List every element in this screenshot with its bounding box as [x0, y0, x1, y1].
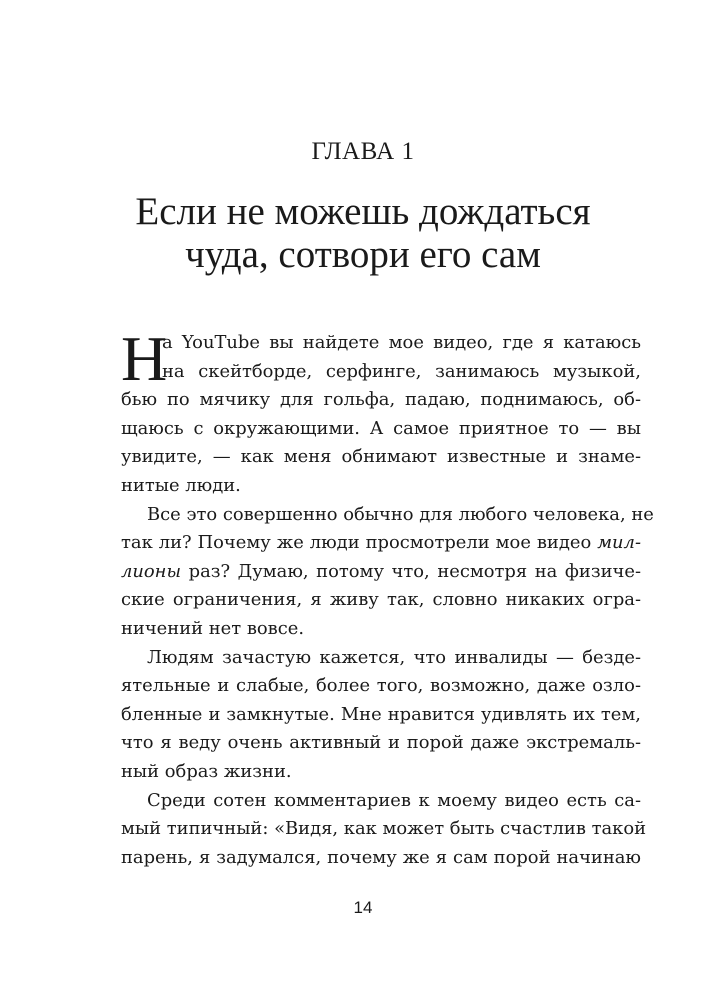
chapter-label: ГЛАВА 1 [311, 138, 415, 165]
text-line: увидите, — как меня обнимают известные и знаме- [121, 446, 641, 468]
page-number: 14 [353, 898, 373, 917]
text-line: щаюсь с окружающими. А самое приятное то — вы [121, 417, 641, 439]
text-line: парень, я задумался, почему же я сам порой начинаю [121, 846, 641, 868]
text-line: нитые люди. [121, 474, 241, 496]
text-segment: так ли? Почему же люди просмотрели мое видео [121, 532, 598, 554]
paragraph-4 [121, 787, 647, 873]
chapter-title-line-1: Если не можешь дождаться [135, 190, 591, 233]
body-text [121, 323, 654, 872]
text-line: что я веду очень активный и порой даже экстремаль- [121, 732, 641, 754]
paragraph-3 [121, 644, 641, 787]
text-line: мый типичный: «Видя, как может быть счастлив такой [121, 818, 647, 840]
text-line: ятельные и слабые, более того, возможно, даже озло- [121, 675, 641, 697]
text-line [121, 529, 641, 558]
drop-cap: Н [121, 323, 168, 394]
text-line: на скейтборде, серфинге, занимаюсь музыкой, [162, 360, 641, 382]
italic-text: мил- [597, 532, 641, 554]
text-line: Среди сотен комментариев к моему видео есть са- [147, 789, 641, 811]
text-line: бленные и замкнутые. Мне нравится удивлять их тем, [121, 703, 641, 725]
text-line: ничений нет вовсе. [121, 617, 305, 639]
text-line: Все это совершенно обычно для любого человека, не [147, 503, 654, 525]
text-line: бью по мячику для гольфа, падаю, поднимаюсь, об- [121, 389, 641, 411]
text-line: ный образ жизни. [121, 760, 292, 782]
text-line [121, 558, 641, 587]
paragraph-1 [121, 323, 641, 501]
text-segment: раз? Думаю, потому что, несмотря на физиче- [181, 560, 641, 582]
chapter-title-line-2: чуда, сотвори его сам [185, 233, 541, 276]
text-line: ские ограничения, я живу так, словно никаких огра- [121, 589, 641, 611]
chapter-title [0, 190, 726, 276]
text-line: Людям зачастую кажется, что инвалиды — безде- [147, 646, 641, 668]
italic-text: лионы [121, 560, 182, 582]
text-line: а YouTube вы найдете мое видео, где я катаюсь [162, 332, 641, 353]
paragraph-2 [121, 501, 654, 644]
